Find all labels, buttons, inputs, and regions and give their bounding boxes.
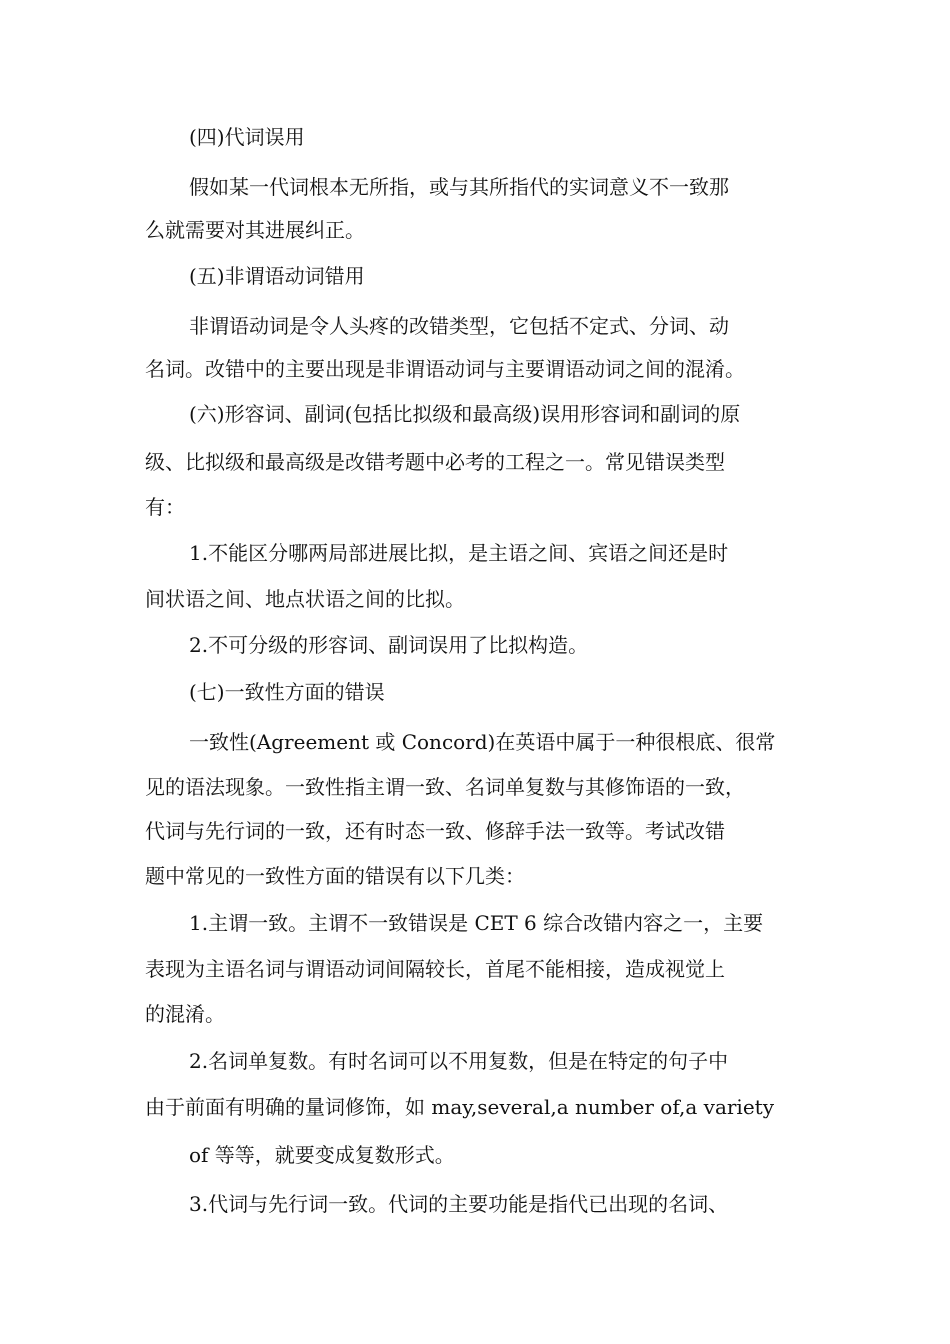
paragraph-line: 么就需要对其进展纠正。 bbox=[145, 218, 365, 242]
paragraph-line: 见的语法现象。一致性指主谓一致、名词单复数与其修饰语的一致， bbox=[145, 775, 745, 799]
paragraph-line: 非谓语动词是令人头疼的改错类型，它包括不定式、分词、动 bbox=[189, 314, 729, 338]
list-item-line: 间状语之间、地点状语之间的比拟。 bbox=[145, 587, 465, 611]
list-item-line: of 等等，就要变成复数形式。 bbox=[189, 1143, 455, 1167]
paragraph-line: 名词。改错中的主要出现是非谓语动词与主要谓语动词之间的混淆。 bbox=[145, 357, 745, 381]
heading-nonfinite-verb: (五)非谓语动词错用 bbox=[189, 264, 365, 288]
paragraph-line: 题中常见的一致性方面的错误有以下几类： bbox=[145, 864, 525, 888]
list-item-line: 1.不能区分哪两局部进展比拟，是主语之间、宾语之间还是时 bbox=[189, 541, 729, 565]
heading-agreement-errors: (七)一致性方面的错误 bbox=[189, 680, 385, 704]
list-item-line: 3.代词与先行词一致。代词的主要功能是指代已出现的名词、 bbox=[189, 1192, 729, 1216]
paragraph-line: 有： bbox=[145, 495, 185, 519]
heading-pronoun-misuse: (四)代词误用 bbox=[189, 125, 305, 149]
paragraph-line: 代词与先行词的一致，还有时态一致、修辞手法一致等。考试改错 bbox=[145, 819, 725, 843]
list-item-line: 表现为主语名词与谓语动词间隔较长，首尾不能相接，造成视觉上 bbox=[145, 957, 725, 981]
paragraph-line: 假如某一代词根本无所指，或与其所指代的实词意义不一致那 bbox=[189, 175, 729, 199]
heading-adjective-adverb: (六)形容词、副词(包括比拟级和最高级)误用形容词和副词的原 bbox=[189, 402, 741, 426]
list-item-line: 2.不可分级的形容词、副词误用了比拟构造。 bbox=[189, 633, 589, 657]
list-item-line: 2.名词单复数。有时名词可以不用复数，但是在特定的句子中 bbox=[189, 1049, 729, 1073]
list-item-line: 的混淆。 bbox=[145, 1002, 225, 1026]
paragraph-line: 一致性(Agreement 或 Concord)在英语中属于一种很根底、很常 bbox=[189, 730, 776, 754]
paragraph-line: 级、比拟级和最高级是改错考题中必考的工程之一。常见错误类型 bbox=[145, 450, 725, 474]
list-item-line: 由于前面有明确的量词修饰，如 may,several,a number of,a variety bbox=[145, 1095, 775, 1119]
list-item-line: 1.主谓一致。主谓不一致错误是 CET 6 综合改错内容之一，主要 bbox=[189, 911, 764, 935]
